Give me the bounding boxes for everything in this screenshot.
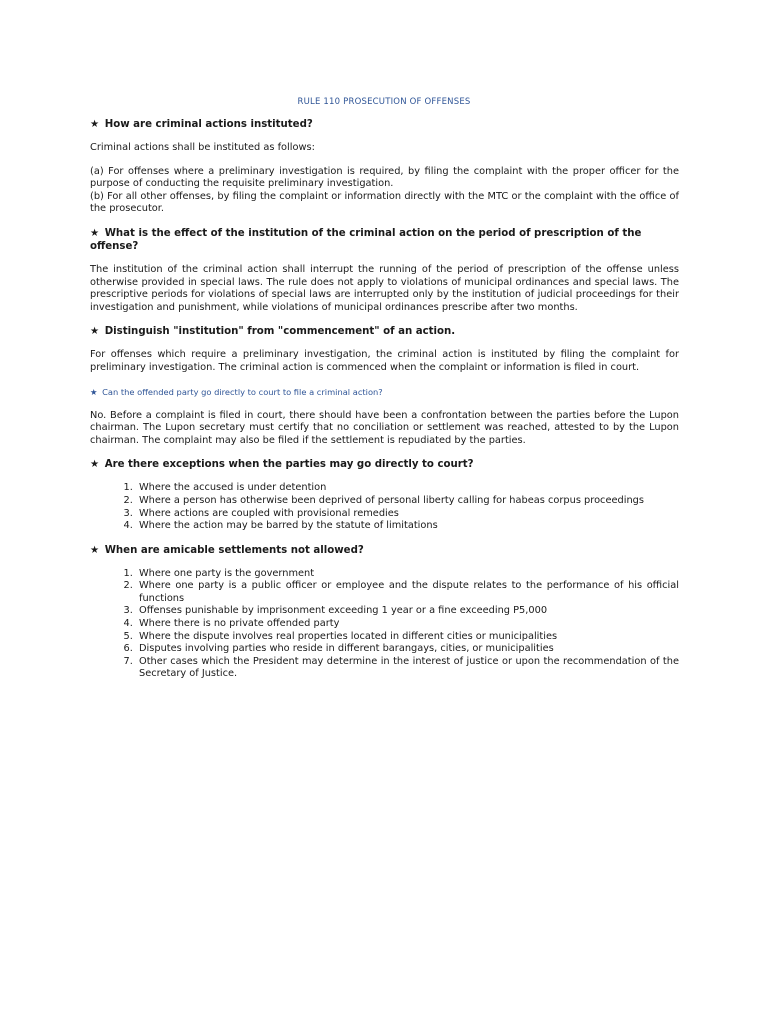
settlements-list	[90, 568, 679, 681]
question-heading	[90, 118, 679, 131]
document-body	[90, 118, 679, 692]
star-icon: ★	[90, 227, 100, 239]
question-heading	[90, 227, 679, 253]
answer-paragraph: The institution of the criminal action shall interrupt the running of the period of prescription of the offense unless otherwise provided in special laws. The rule does not apply to violations of municipal ordinances and special laws. The prescriptive periods for violations of special laws are interrupted only by the institution of judicial proceedings for their investigation and punishment, while violations of municipal ordinances prescribe after two months.	[90, 263, 679, 313]
question-text: Can the offended party go directly to court to file a criminal action?	[102, 386, 383, 397]
list-item: 5. Where the dispute involves real properties located in different cities or municipalities	[136, 631, 679, 644]
question-text: How are criminal actions instituted?	[104, 119, 313, 130]
answer-paragraph: Criminal actions shall be instituted as follows:	[90, 142, 315, 153]
question-text: Are there exceptions when the parties may go directly to court?	[104, 459, 474, 471]
question-heading	[90, 544, 679, 557]
question-heading-blue	[90, 386, 679, 398]
document-title: RULE 110 PROSECUTION OF OFFENSES	[297, 97, 471, 107]
star-icon: ★	[90, 119, 100, 130]
list-item: 2. Where one party is a public officer or employee and the dispute relates to the performance of his official functions	[136, 580, 679, 605]
list-item: 3. Where actions are coupled with provisional remedies	[136, 508, 679, 521]
question-heading	[90, 458, 679, 471]
list-item: 1. Where the accused is under detention	[136, 482, 679, 495]
star-icon: ★	[90, 459, 100, 471]
answer-paragraph: For offenses which require a preliminary investigation, the criminal action is instituted by filing the complaint for preliminary investigation. The criminal action is commenced when the complaint or information is filed in court.	[90, 349, 679, 373]
answer-paragraph: (b) For all other offenses, by filing the complaint or information directly with the MTC or the complaint with the office of the prosecutor.	[90, 190, 679, 215]
list-item: 4. Where there is no private offended party	[136, 618, 679, 631]
list-item: 4. Where the action may be barred by the statute of limitations	[136, 520, 679, 533]
exceptions-list	[90, 482, 679, 532]
list-item: 7. Other cases which the President may determine in the interest of justice or upon the recommendation of the Secretary of Justice.	[136, 656, 679, 681]
question-text: Distinguish "institution" from "commencement" of an action.	[104, 326, 456, 338]
list-item: 6. Disputes involving parties who reside in different barangays, cities, or municipalities	[136, 643, 679, 656]
question-text: When are amicable settlements not allowed?	[104, 544, 364, 556]
star-icon: ★	[90, 544, 100, 556]
star-icon: ★	[90, 326, 100, 338]
answer-paragraph: No. Before a complaint is filed in court, there should have been a confrontation between the parties before the Lupon chairman. The Lupon secretary must certify that no conciliation or settlement was reached, attested to by the Lupon chairman. The complaint may also be filed if the settlement is repudiated by the parties.	[90, 409, 679, 446]
question-heading	[90, 325, 679, 338]
star-icon: ★	[90, 386, 98, 397]
question-text: What is the effect of the institution of the criminal action on the period of prescription of the offense?	[90, 227, 642, 252]
list-item: 2. Where a person has otherwise been deprived of personal liberty calling for habeas corpus proceedings	[136, 495, 679, 508]
answer-paragraph: (a) For offenses where a preliminary investigation is required, by filing the complaint with the proper officer for the purpose of conducting the requisite preliminary investigation.	[90, 165, 679, 190]
list-item: 3. Offenses punishable by imprisonment exceeding 1 year or a fine exceeding P5,000	[136, 605, 679, 618]
list-item: 1. Where one party is the government	[136, 568, 679, 581]
